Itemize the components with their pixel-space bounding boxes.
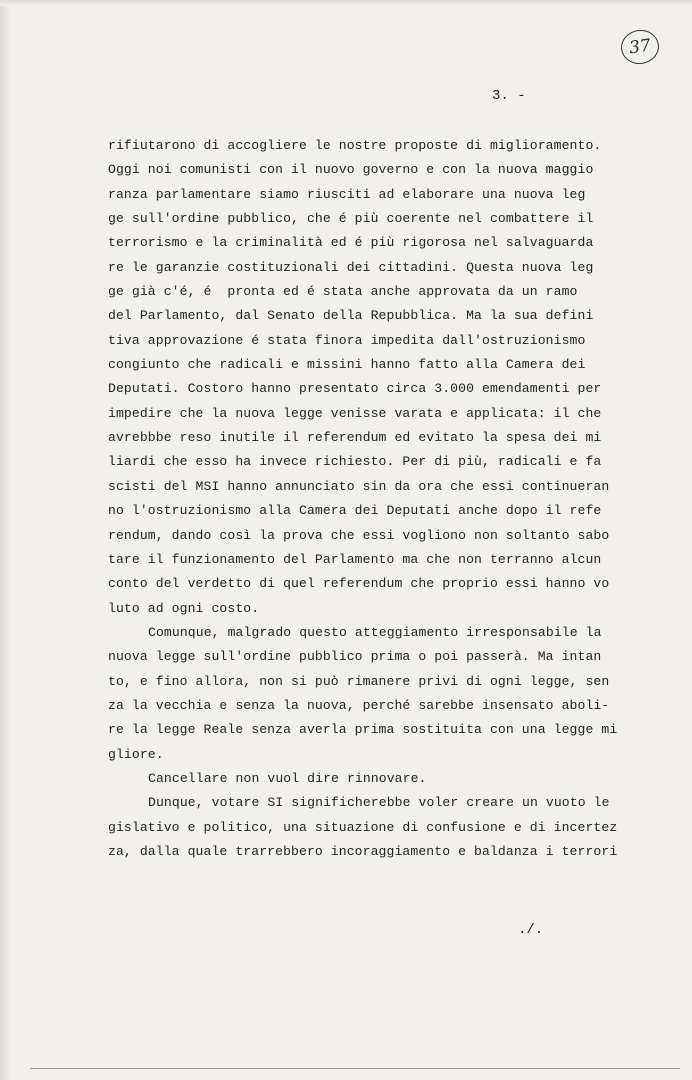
text-line: Cancellare non vuol dire rinnovare. [148, 770, 427, 786]
continuation-mark: ./. [518, 922, 544, 938]
text-line: rifiutarono di accogliere le nostre proposte di miglioramento. [108, 138, 602, 153]
text-line: ranza parlamentare siamo riusciti ad elaborare una nuova leg [108, 186, 586, 202]
text-line: tare il funzionamento del Parlamento ma che non terranno alcun [108, 551, 602, 567]
page-shadow-top [0, 0, 692, 6]
stamp-number: 37 [627, 35, 653, 59]
text-line: Oggi noi comunisti con il nuovo governo e con la nuova maggio [108, 162, 594, 178]
text-line: ge sull'ordine pubblico, che é più coerente nel combattere il [108, 211, 594, 227]
text-line: nuova legge sull'ordine pubblico prima o poi passerà. Ma intan [108, 649, 602, 665]
archive-stamp [619, 28, 661, 67]
text-line: congiunto che radicali e missini hanno fatto alla Camera dei [108, 357, 586, 373]
typed-body-text [108, 134, 668, 864]
text-line: za la vecchia e senza la nuova, perché sarebbe insensato aboli- [108, 697, 610, 713]
text-line: tiva approvazione é stata finora impedita dall'ostruzionismo [108, 332, 586, 348]
text-line: Comunque, malgrado questo atteggiamento irresponsabile la [148, 624, 602, 640]
text-line: rendum, dando così la prova che essi vogliono non soltanto sabo [108, 527, 610, 543]
text-line: scisti del MSI hanno annunciato sin da ora che essi continueran [108, 478, 610, 494]
text-line: no l'ostruzionismo alla Camera dei Deputati anche dopo il refe [108, 503, 602, 519]
text-line: to, e fino allora, non si può rimanere privi di ogni legge, sen [108, 673, 610, 689]
text-line: luto ad ogni costo. [108, 600, 260, 616]
text-line: terrorismo e la criminalità ed é più rigorosa nel salvaguarda [108, 235, 594, 251]
text-line: avrebbbe reso inutile il referendum ed evitato la spesa dei mi [108, 430, 602, 446]
text-line: gliore. [108, 746, 164, 762]
bottom-rule [30, 1068, 680, 1069]
page-shadow-left [0, 0, 10, 1080]
text-line: Dunque, votare SI significherebbe voler creare un vuoto le [148, 795, 610, 811]
text-line: del Parlamento, dal Senato della Repubblica. Ma la sua defini [108, 308, 594, 324]
page-number: 3. - [492, 88, 526, 104]
text-line: conto del verdetto di quel referendum che proprio essi hanno vo [108, 576, 610, 592]
text-line: ge già c'é, é pronta ed é stata anche approvata da un ramo [108, 284, 578, 300]
text-line: impedire che la nuova legge venisse varata e applicata: il che [108, 405, 602, 421]
text-line: liardi che esso ha invece richiesto. Per di più, radicali e fa [108, 454, 602, 470]
text-line: Deputati. Costoro hanno presentato circa 3.000 emendamenti per [108, 381, 602, 397]
text-line: re le garanzie costituzionali dei cittadini. Questa nuova leg [108, 259, 594, 275]
text-line: gislativo e politico, una situazione di confusione e di incertez [108, 819, 618, 835]
text-line: re la legge Reale senza averla prima sostituita con una legge mi [108, 722, 618, 738]
text-line: za, dalla quale trarrebbero incoraggiamento e baldanza i terrori [108, 843, 618, 859]
